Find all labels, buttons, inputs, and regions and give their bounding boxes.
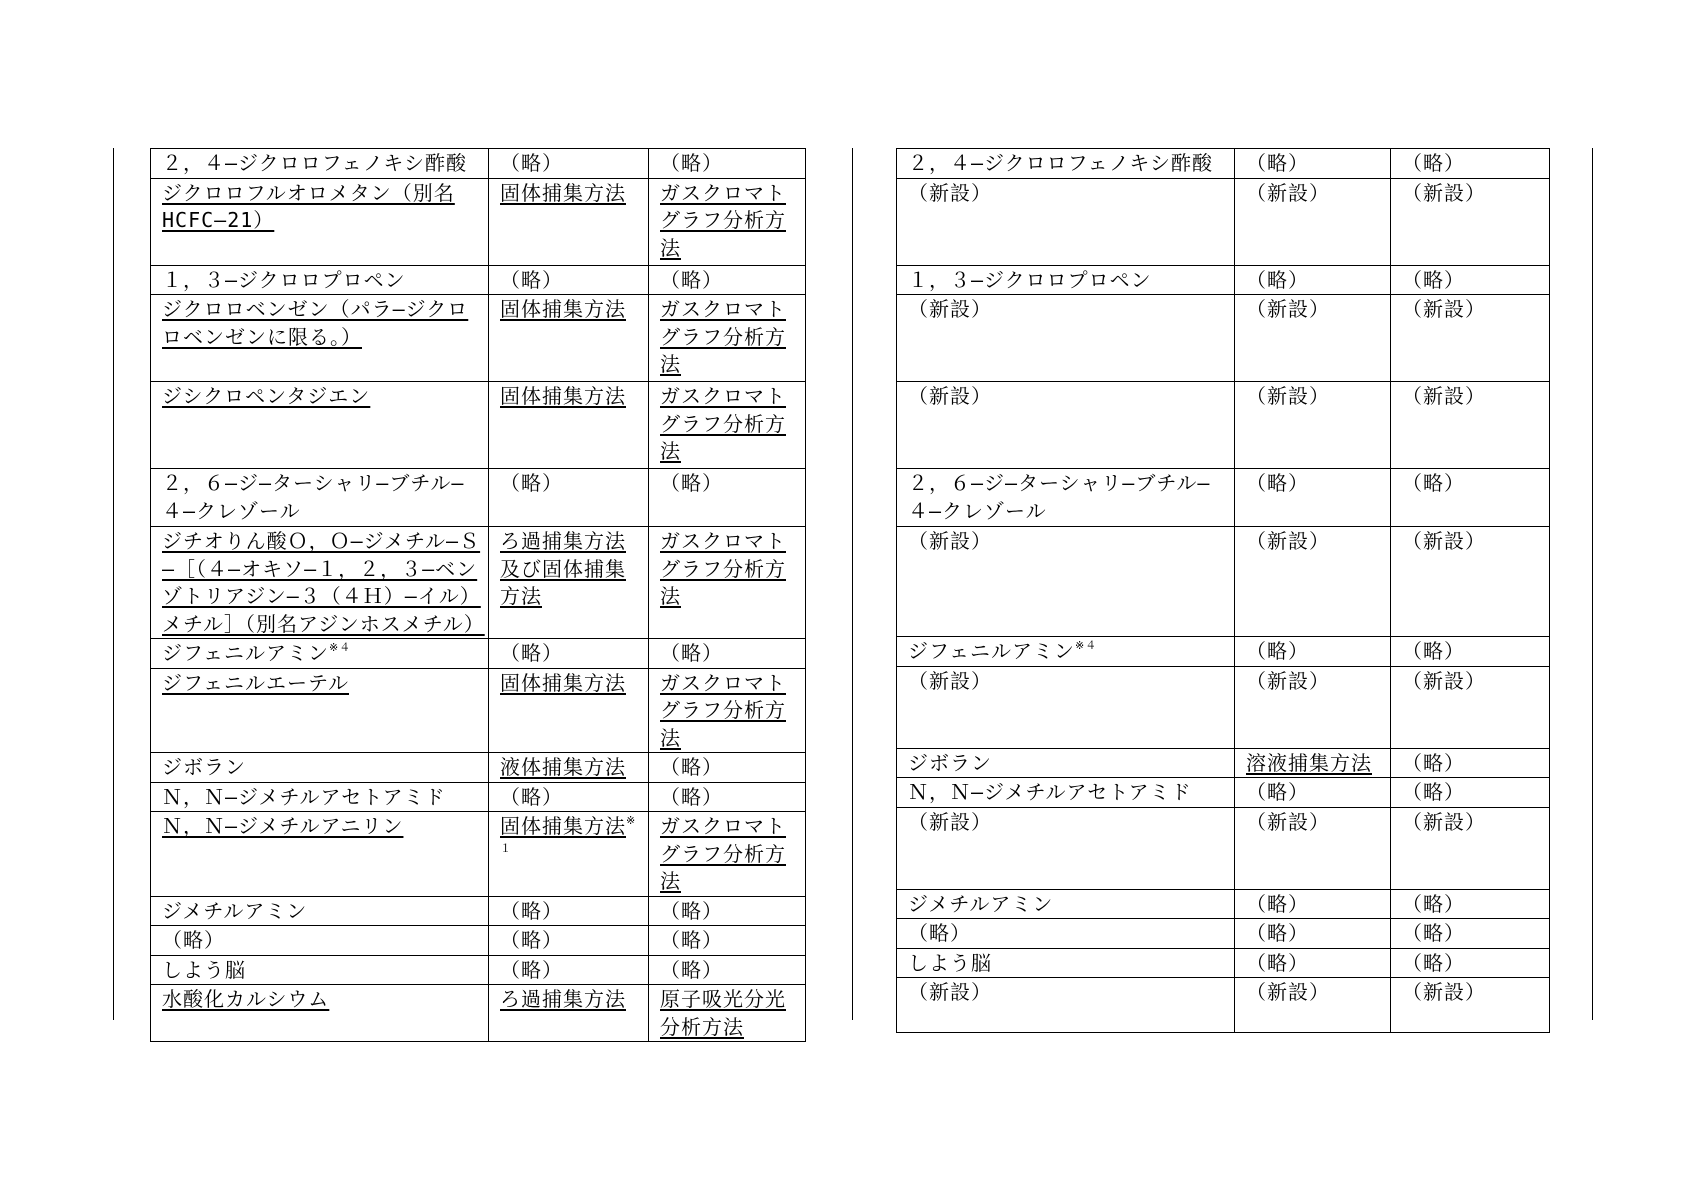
substance-name-cell [897,178,1235,265]
sampling-method-cell [1235,382,1391,469]
sampling-method-cell [1235,265,1391,295]
table-row [151,295,806,382]
cell-text: 溶液捕集方法 [1246,750,1372,775]
substance-name-cell [151,926,489,956]
cell-text: （略） [660,755,723,779]
sampling-method-cell [489,668,649,753]
substance-name-cell [151,265,489,295]
cell-text: （略） [500,928,563,952]
cell-text: （略） [500,151,563,175]
analysis-method-cell [1391,978,1550,1033]
cell-text: （略） [500,957,563,982]
analysis-method-cell [649,639,806,669]
cell-text: （略） [1246,267,1309,292]
analysis-method-cell [649,955,806,985]
analysis-method-cell [649,149,806,179]
sampling-method-cell [1235,948,1391,978]
cell-text: （略） [660,898,723,923]
substance-name-cell [897,919,1235,949]
cell-text: ジボラン [162,755,246,779]
center-divider-line [852,148,853,1020]
cell-text: ２，６―ジ―ターシャリ―ブチル―４―クレゾール [908,471,1211,523]
cell-text: （略） [1402,639,1465,663]
revised-table [150,148,806,1042]
sampling-method-cell [1235,978,1391,1033]
cell-text: 液体捕集方法 [500,755,626,779]
sampling-method-cell [489,295,649,382]
cell-text: （略） [500,898,563,923]
substance-name-cell [151,295,489,382]
cell-text: （略） [660,784,723,809]
cell-text: 原子吸光分光分析方法 [660,987,786,1039]
cell-text: （新設） [908,809,992,834]
analysis-method-cell [649,896,806,926]
table-row [897,382,1550,469]
sampling-method-cell [489,812,649,897]
cell-text: （略） [1402,151,1465,175]
cell-text: （新設） [1402,980,1486,1004]
cell-text: （略） [1246,780,1309,804]
table-row [897,807,1550,889]
table-row [151,926,806,956]
cell-text: １，３―ジクロロプロペン [162,267,406,292]
footnote-mark: ※１ [500,814,637,855]
substance-name-cell [897,265,1235,295]
cell-text: （新設） [1246,384,1330,408]
sampling-method-cell [1235,469,1391,527]
cell-text: ２，４―ジクロロフェノキシ酢酸 [162,151,468,175]
cell-text: （新設） [1402,529,1486,553]
cell-text: （新設） [908,180,992,205]
page-margin-line [113,148,114,1020]
cell-text: （新設） [1246,980,1330,1004]
analysis-method-cell [649,382,806,469]
page-margin-line [1592,148,1593,1020]
cell-text: （略） [1246,151,1309,175]
substance-name-cell [151,668,489,753]
cell-text: Ｎ，Ｎ―ジメチルアセトアミド [908,780,1192,804]
table-row [897,919,1550,949]
substance-name-cell [151,527,489,639]
cell-text: 固体捕集方法 [500,384,626,408]
cell-text: （新設） [1246,809,1330,834]
analysis-method-cell [1391,637,1550,667]
cell-text: ジフェニルエーテル [162,670,349,695]
table-row [897,178,1550,265]
analysis-method-cell [1391,948,1550,978]
cell-text: （略） [500,784,563,809]
table-row [151,753,806,783]
table-row [897,265,1550,295]
sampling-method-cell [489,469,649,527]
cell-text: ２，４―ジクロロフェノキシ酢酸 [908,151,1214,175]
cell-text: （略） [500,471,563,495]
sampling-method-cell [489,265,649,295]
cell-text: しよう脳 [162,957,246,982]
analysis-method-cell [1391,778,1550,808]
cell-text: しよう脳 [908,950,992,975]
substance-name-cell [897,666,1235,748]
table-row [897,978,1550,1033]
sampling-method-cell [489,896,649,926]
sampling-method-cell [1235,149,1391,179]
sampling-method-cell [1235,807,1391,889]
cell-text: ろ過捕集方法 [500,987,626,1011]
substance-name-cell [897,382,1235,469]
substance-name-cell [897,778,1235,808]
cell-text: （略） [1246,921,1309,945]
analysis-method-cell [649,985,806,1042]
sampling-method-cell [1235,295,1391,382]
cell-text: （新設） [1402,180,1486,205]
cell-text: 固体捕集方法 [500,670,626,695]
cell-text: （新設） [1246,297,1330,321]
substance-name-cell [897,889,1235,919]
table-row [897,295,1550,382]
cell-text: （略） [1402,267,1465,292]
analysis-method-cell [649,812,806,897]
substance-name-cell [151,985,489,1042]
cell-text: （新設） [1246,529,1330,553]
cell-text: ジシクロペンタジエン [162,384,371,408]
sampling-method-cell [1235,637,1391,667]
analysis-method-cell [1391,382,1550,469]
cell-text: （略） [660,928,723,952]
analysis-method-cell [1391,919,1550,949]
cell-text: 水酸化カルシウム [162,987,330,1011]
table-row [151,469,806,527]
table-row [897,149,1550,179]
substance-name-cell [151,469,489,527]
cell-text: （略） [1246,891,1309,916]
cell-text: （略） [1246,950,1309,975]
cell-text: Ｎ，Ｎ―ジメチルアニリン [162,814,404,838]
footnote-mark: ※４ [329,641,352,654]
cell-text: ガスクロマトグラフ分析方法 [660,529,786,608]
cell-text: ろ過捕集方法及び固体捕集方法 [500,529,626,608]
cell-text: ジメチルアミン [908,891,1054,916]
cell-text: （略） [1402,950,1465,975]
table-row [151,527,806,639]
table-row [151,812,806,897]
analysis-method-cell [1391,295,1550,382]
analysis-method-cell [1391,666,1550,748]
analysis-method-cell [1391,807,1550,889]
substance-name-cell [897,527,1235,637]
substance-name-cell [151,639,489,669]
cell-text: 固体捕集方法 [500,297,626,321]
cell-text: ジチオりん酸Ｏ，Ｏ―ジメチル―Ｓ―［（４―オキソ―１，２，３―ベンゾトリアジン―３（４Ｈ）―イル）メチル］（別名アジンホスメチル） [162,529,485,636]
sampling-method-cell [1235,666,1391,748]
cell-text: ジフェニルアミン [908,639,1075,663]
cell-text: （略） [660,641,723,665]
sampling-method-cell [489,382,649,469]
cell-text: （略） [908,921,971,945]
substance-name-cell [897,807,1235,889]
current-table [896,148,1550,1033]
table-row [151,639,806,669]
cell-text: （略） [1402,780,1465,804]
cell-text: （新設） [908,980,992,1004]
sampling-method-cell [1235,778,1391,808]
cell-text: （略） [500,641,563,665]
analysis-method-cell [1391,178,1550,265]
table-row [151,955,806,985]
cell-text: （新設） [908,384,992,408]
sampling-method-cell [489,985,649,1042]
cell-text: （略） [162,928,225,952]
cell-text: ガスクロマトグラフ分析方法 [660,384,786,463]
cell-text: ２，６―ジ―ターシャリ―ブチル―４―クレゾール [162,471,465,523]
cell-text: Ｎ，Ｎ―ジメチルアセトアミド [162,784,446,809]
sampling-method-cell [489,753,649,783]
analysis-method-cell [1391,265,1550,295]
cell-text: （新設） [1402,668,1486,693]
sampling-method-cell [1235,919,1391,949]
cell-text: （新設） [1402,384,1486,408]
table-row [897,527,1550,637]
cell-text: （略） [660,957,723,982]
cell-text: （新設） [908,529,992,553]
sampling-method-cell [1235,889,1391,919]
table-row [151,782,806,812]
cell-text: （略） [1402,891,1465,916]
sampling-method-cell [489,527,649,639]
cell-text: 固体捕集方法 [500,814,626,838]
substance-name-cell [897,978,1235,1033]
analysis-method-cell [649,469,806,527]
substance-name-cell [151,955,489,985]
analysis-method-cell [1391,149,1550,179]
table-row [151,178,806,265]
cell-text: （新設） [1246,180,1330,205]
cell-text: ジクロロフルオロメタン（別名HCFC―21） [162,180,455,232]
cell-text: （略） [500,267,563,292]
cell-text: （略） [1402,750,1465,775]
cell-text: １，３―ジクロロプロペン [908,267,1152,292]
cell-text: （略） [660,471,723,495]
analysis-method-cell [1391,469,1550,527]
analysis-method-cell [649,295,806,382]
analysis-method-cell [649,782,806,812]
analysis-method-cell [649,668,806,753]
table-row [897,748,1550,778]
cell-text: （略） [660,267,723,292]
substance-name-cell [151,782,489,812]
footnote-mark: ※４ [1075,639,1098,652]
table-row [897,889,1550,919]
analysis-method-cell [649,265,806,295]
cell-text: （略） [1246,639,1309,663]
analysis-method-cell [649,178,806,265]
cell-text: ガスクロマトグラフ分析方法 [660,814,786,893]
substance-name-cell [151,753,489,783]
analysis-method-cell [1391,527,1550,637]
table-row [151,668,806,753]
substance-name-cell [897,149,1235,179]
analysis-method-cell [649,926,806,956]
table-row [151,896,806,926]
cell-text: ガスクロマトグラフ分析方法 [660,670,786,750]
substance-name-cell [151,382,489,469]
table-row [151,149,806,179]
cell-text: （略） [660,151,723,175]
substance-name-cell [897,469,1235,527]
table-row [897,666,1550,748]
table-row [897,948,1550,978]
cell-text: 固体捕集方法 [500,180,626,205]
cell-text: ガスクロマトグラフ分析方法 [660,297,786,376]
substance-name-cell [151,896,489,926]
cell-text: （新設） [1402,809,1486,834]
table-row [151,985,806,1042]
cell-text: （新設） [1246,668,1330,693]
table-row [151,265,806,295]
cell-text: ジメチルアミン [162,898,308,923]
table-row [897,778,1550,808]
substance-name-cell [897,295,1235,382]
cell-text: （新設） [1402,297,1486,321]
sampling-method-cell [489,782,649,812]
cell-text: ジボラン [908,750,992,775]
substance-name-cell [151,812,489,897]
substance-name-cell [151,178,489,265]
analysis-method-cell [1391,889,1550,919]
sampling-method-cell [489,149,649,179]
sampling-method-cell [1235,748,1391,778]
analysis-method-cell [649,753,806,783]
substance-name-cell [897,748,1235,778]
cell-text: ジフェニルアミン [162,641,329,665]
cell-text: （新設） [908,668,992,693]
cell-text: （略） [1402,921,1465,945]
analysis-method-cell [1391,748,1550,778]
sampling-method-cell [489,955,649,985]
cell-text: ガスクロマトグラフ分析方法 [660,180,786,260]
sampling-method-cell [489,639,649,669]
substance-name-cell [897,637,1235,667]
substance-name-cell [897,948,1235,978]
sampling-method-cell [1235,527,1391,637]
cell-text: （略） [1402,471,1465,495]
table-row [151,382,806,469]
cell-text: （略） [1246,471,1309,495]
substance-name-cell [151,149,489,179]
cell-text: （新設） [908,297,992,321]
sampling-method-cell [489,926,649,956]
sampling-method-cell [1235,178,1391,265]
table-row [897,637,1550,667]
analysis-method-cell [649,527,806,639]
sampling-method-cell [489,178,649,265]
table-row [897,469,1550,527]
cell-text: ジクロロベンゼン（パラ―ジクロロベンゼンに限る。） [162,297,469,349]
